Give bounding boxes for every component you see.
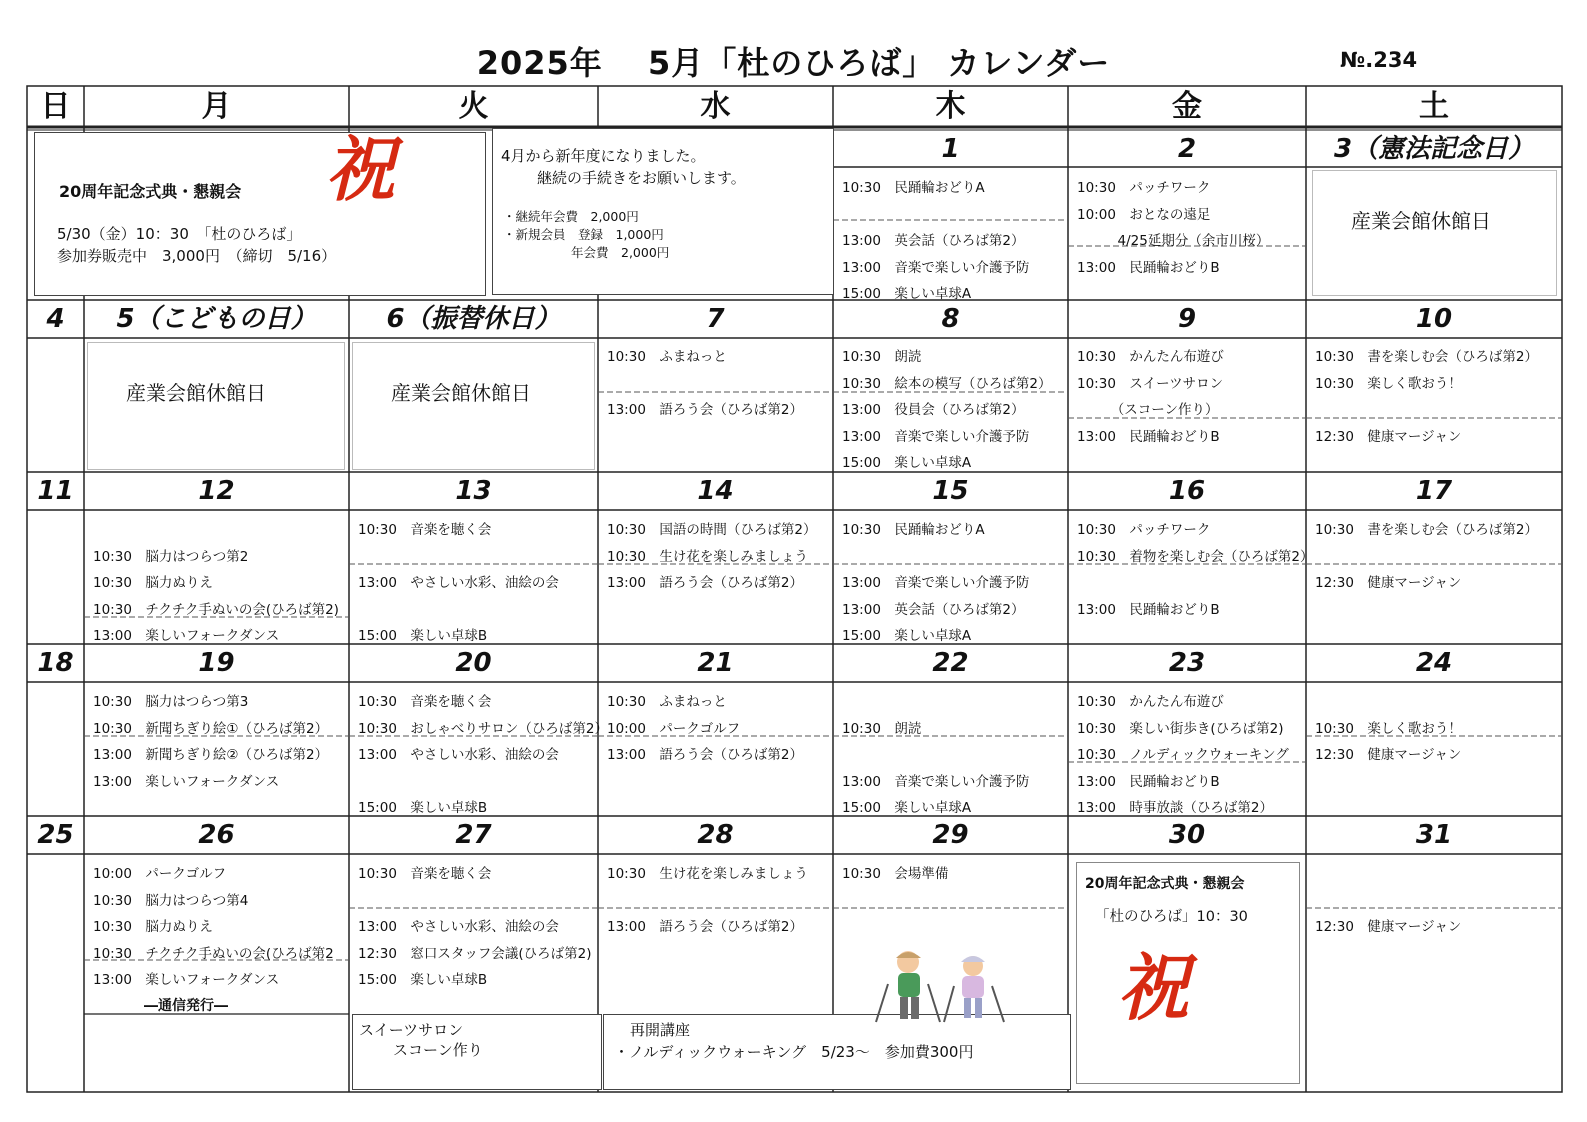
page-title: 2025年 5月「杜のひろば」 カレンダー	[476, 44, 1111, 82]
event-item: 13:00 語ろう会（ひろば第2）	[607, 575, 803, 591]
event-item: 13:00 音楽で楽しい介護予防	[842, 428, 1030, 445]
event-item: 10:30 楽しく歌おう！	[1315, 720, 1462, 737]
event-item: 15:00 楽しい卓球A	[842, 286, 972, 302]
event-item: 12:30 窓口スタッフ会議(ひろば第2)	[358, 945, 592, 962]
day-number: 22	[932, 648, 969, 678]
anniversary-event-30: 20周年記念式典・懇親会 「杜のひろば」10：30 祝	[1076, 862, 1300, 1084]
event-item: 10:30 かんたん布遊び	[1077, 349, 1224, 365]
day-number: 6（振替休日）	[386, 304, 561, 334]
weekday-thu: 木	[935, 89, 966, 124]
day-number: 11	[37, 476, 74, 506]
hikers-illustration	[858, 946, 1028, 1026]
newsletter-note: ―通信発行―	[144, 998, 228, 1014]
event-item: 13:00 語ろう会（ひろば第2）	[607, 402, 803, 418]
event-item: 13:00 民踊輪おどりB	[1077, 773, 1220, 790]
event-item: 10:30 脳力はつらつ第2	[93, 548, 249, 565]
day-number: 23	[1168, 648, 1206, 678]
event-item: 10:30 朗読	[842, 349, 922, 365]
event-item: 10:30 楽しい街歩き(ひろば第2)	[1077, 720, 1284, 737]
event-item: 10:30 書を楽しむ会（ひろば第2）	[1315, 522, 1538, 538]
event-item: 15:00 楽しい卓球B	[358, 972, 488, 988]
day-number: 27	[455, 820, 492, 850]
event-item: 15:00 楽しい卓球B	[358, 628, 488, 644]
event-item: 10:30 脳力はつらつ第4	[93, 892, 249, 909]
event-item: 10:30 民踊輪おどりA	[842, 522, 985, 538]
event-item: 13:00 やさしい水彩、油絵の会	[358, 575, 559, 591]
renewal-line2: 継続の手続きをお願いします。	[537, 169, 746, 187]
day-number: 31	[1415, 820, 1453, 850]
event-item: 10:30 国語の時間（ひろば第2）	[607, 522, 817, 538]
event-item: 15:00 楽しい卓球B	[358, 800, 488, 816]
event-item: 13:00 楽しいフォークダンス	[93, 972, 280, 988]
day-number: 26	[198, 820, 235, 850]
event-item: 10:30 ノルディックウォーキング	[1077, 747, 1289, 763]
event-item: 10:00 パークゴルフ	[93, 866, 227, 882]
event-item: 10:00 おとなの遠足	[1077, 206, 1211, 223]
event-item: 10:30 ふまねっと	[607, 349, 727, 365]
weekday-mon: 月	[201, 89, 232, 124]
day-number: 15	[932, 476, 969, 506]
event-item: 10:30 チクチク手ぬいの会(ひろば第2	[93, 945, 334, 962]
day-number: 16	[1168, 476, 1206, 506]
day-number: 8	[941, 304, 960, 334]
day-number: 24	[1415, 648, 1453, 678]
day-number: 14	[697, 476, 734, 506]
event-item: 10:30 会場準備	[842, 866, 949, 882]
fee-annual: 年会費 2,000円	[571, 245, 670, 260]
renewal-line1: 4月から新年度になりました。	[501, 147, 706, 165]
day-number: 20	[455, 648, 492, 678]
event-item: 15:00 楽しい卓球A	[842, 628, 972, 644]
anniversary-notice	[34, 128, 486, 296]
event-item: 10:30 生け花を楽しみましょう	[607, 548, 808, 565]
day-number: 4	[46, 304, 65, 334]
fee-new-registration: ・新規会員 登録 1,000円	[503, 227, 664, 242]
day-number: 17	[1415, 476, 1453, 506]
event-item: 10:00 パークゴルフ	[607, 720, 741, 737]
issue-number: №.234	[1340, 48, 1418, 72]
event-item: 13:00 民踊輪おどりB	[1077, 428, 1220, 445]
closed-notice-5: 産業会館休館日	[87, 342, 345, 470]
anniversary-date: 5/30（金）10：30 「杜のひろば」	[57, 225, 302, 243]
celebration-kanji: 祝	[325, 128, 395, 211]
day-number: 28	[697, 820, 734, 850]
event-item: 13:00 楽しいフォークダンス	[93, 773, 280, 790]
event-item: 12:30 健康マージャン	[1315, 747, 1462, 763]
event-item: 10:30 脳力ぬりえ	[93, 575, 213, 591]
day-number: 18	[37, 648, 74, 678]
weekday-tue: 火	[458, 89, 489, 124]
event-item: 13:00 語ろう会（ひろば第2）	[607, 747, 803, 763]
event-item: 10:30 脳力はつらつ第3	[93, 694, 249, 710]
event-item: 13:00 英会話（ひろば第2）	[842, 601, 1025, 618]
day-number: 1	[941, 134, 960, 164]
event-item: 10:30 着物を楽しむ会（ひろば第2）	[1077, 548, 1314, 565]
event-item: 13:00 やさしい水彩、油絵の会	[358, 747, 559, 763]
event-item: 10:30 かんたん布遊び	[1077, 694, 1224, 710]
event-item: 13:00 役員会（ひろば第2）	[842, 402, 1025, 418]
day-number: 19	[198, 648, 235, 678]
day-number: 5（こどもの日）	[116, 304, 317, 334]
event-item: 10:30 おしゃべりサロン（ひろば第2）	[358, 720, 608, 737]
day-number: 2	[1177, 134, 1197, 164]
event-item: 4/25延期分（余市川桜）	[1077, 233, 1270, 249]
fee-continuing: ・継続年会費 2,000円	[503, 209, 639, 224]
weekday-sat: 土	[1419, 89, 1449, 124]
event-item: 10:30 生け花を楽しみましょう	[607, 866, 808, 882]
event-item: 10:30 ふまねっと	[607, 694, 727, 710]
day-number: 13	[455, 476, 492, 506]
closed-notice-3: 産業会館休館日	[1312, 170, 1557, 296]
event-item: 10:30 パッチワーク	[1077, 522, 1211, 538]
closed-notice-6: 産業会館休館日	[352, 342, 595, 470]
event-item: 13:00 時事放談（ひろば第2）	[1077, 800, 1273, 816]
reopen-course-notice: 再開講座 ・ノルディックウォーキング 5/23～ 参加費300円	[603, 1014, 1071, 1090]
event-item: 10:30 音楽を聴く会	[358, 522, 492, 538]
event-item: 13:00 英会話（ひろば第2）	[842, 233, 1025, 249]
event-item: 13:00 民踊輪おどりB	[1077, 259, 1220, 276]
sweets-salon-notice: スイーツサロン スコーン作り	[352, 1014, 602, 1090]
anniversary-ticket: 参加券販売中 3,000円 （締切 5/16）	[57, 247, 337, 265]
event-item: 13:00 語ろう会（ひろば第2）	[607, 919, 803, 935]
event-item: 10:30 音楽を聴く会	[358, 866, 492, 882]
event-item: 15:00 楽しい卓球A	[842, 800, 972, 816]
weekday-fri: 金	[1172, 89, 1202, 124]
event-item: 13:00 楽しいフォークダンス	[93, 628, 280, 644]
event-item: （スコーン作り）	[1077, 402, 1219, 418]
event-item: 12:30 健康マージャン	[1315, 919, 1462, 935]
event-item: 13:00 音楽で楽しい介護予防	[842, 259, 1030, 276]
day-number: 10	[1415, 304, 1453, 334]
event-item: 12:30 健康マージャン	[1315, 575, 1462, 591]
day-number: 9	[1177, 304, 1197, 334]
event-item: 10:30 チクチク手ぬいの会(ひろば第2)	[93, 601, 339, 618]
event-item: 10:30 新聞ちぎり絵①（ひろば第2）	[93, 720, 329, 737]
event-item: 10:30 楽しく歌おう！	[1315, 375, 1462, 392]
event-item: 12:30 健康マージャン	[1315, 428, 1462, 445]
day-number: 7	[706, 304, 725, 334]
anniversary-title: 20周年記念式典・懇親会	[59, 182, 242, 201]
event-item: 13:00 やさしい水彩、油絵の会	[358, 919, 559, 935]
event-item: 10:30 民踊輪おどりA	[842, 180, 985, 196]
event-item: 10:30 絵本の模写（ひろば第2）	[842, 375, 1052, 392]
event-item: 13:00 音楽で楽しい介護予防	[842, 575, 1030, 591]
day-number: 21	[697, 648, 734, 678]
event-item: 10:30 音楽を聴く会	[358, 694, 492, 710]
day-number: 12	[198, 476, 235, 506]
renewal-notice	[492, 128, 834, 295]
weekday-sun: 日	[40, 89, 71, 124]
event-item: 13:00 民踊輪おどりB	[1077, 601, 1220, 618]
celebration-kanji: 祝	[1117, 945, 1190, 1030]
event-item: 10:30 パッチワーク	[1077, 180, 1211, 196]
event-item: 13:00 新聞ちぎり絵②（ひろば第2）	[93, 747, 329, 763]
day-number: 25	[37, 820, 74, 850]
day-number: 3（憲法記念日）	[1333, 134, 1535, 164]
weekday-wed: 水	[700, 89, 731, 124]
event-item: 10:30 朗読	[842, 720, 922, 737]
day-number: 29	[932, 820, 969, 850]
event-item: 15:00 楽しい卓球A	[842, 455, 972, 471]
event-item: 10:30 脳力ぬりえ	[93, 919, 213, 935]
event-item: 10:30 書を楽しむ会（ひろば第2）	[1315, 349, 1538, 365]
event-item: 10:30 スイーツサロン	[1077, 375, 1224, 392]
day-number: 30	[1168, 820, 1206, 850]
event-item: 13:00 音楽で楽しい介護予防	[842, 773, 1030, 790]
